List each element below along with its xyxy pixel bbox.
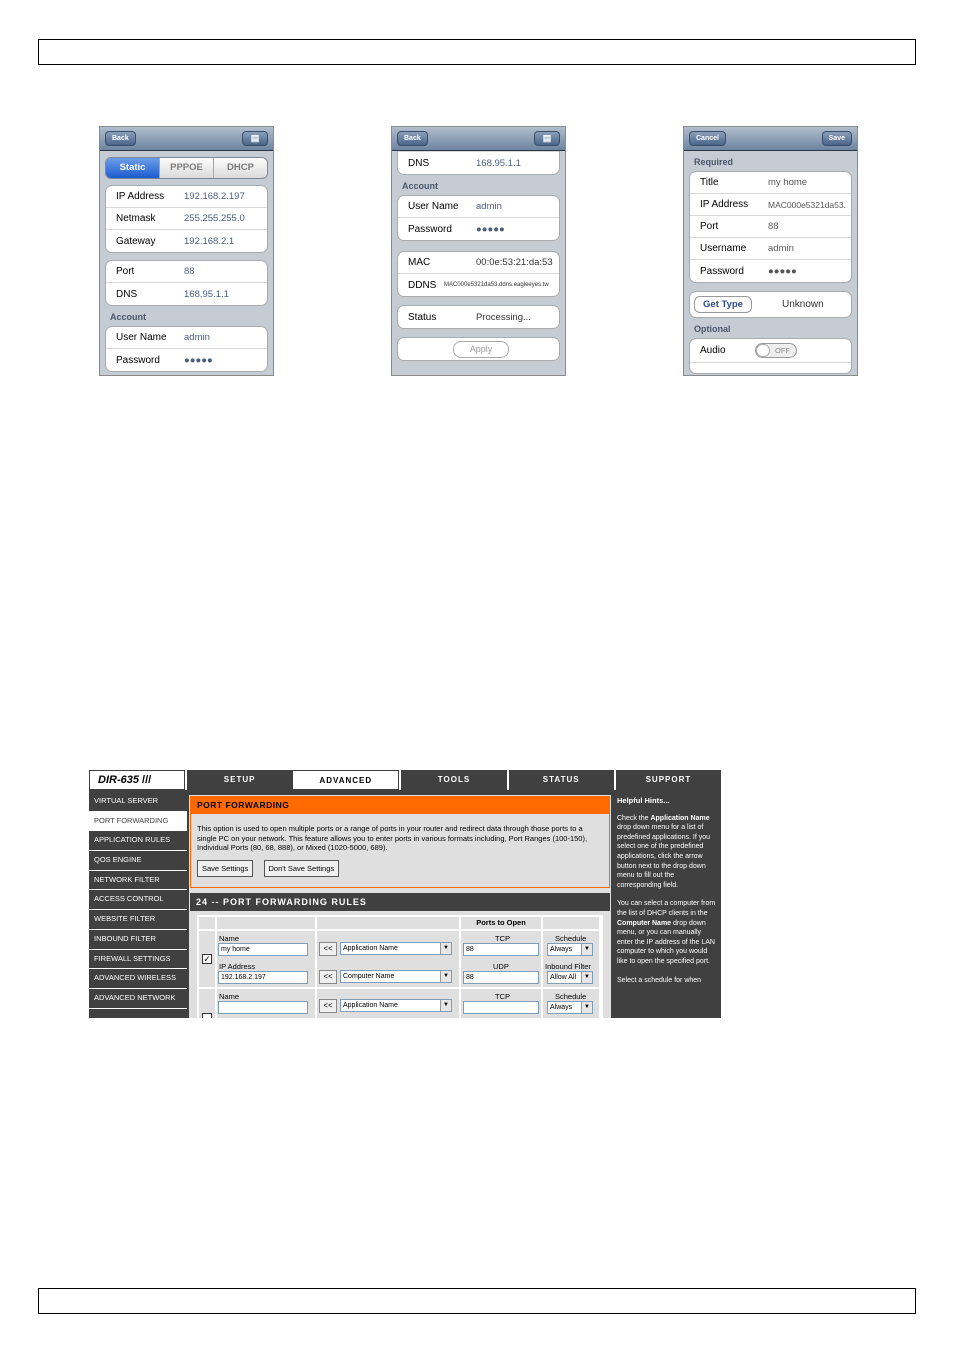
rule1-ip-input[interactable]: 192.168.2.197 [218,971,308,984]
header-cell [543,917,599,929]
toggle-knob [756,344,770,357]
port-forwarding-box [190,796,610,888]
apply-group [397,337,560,361]
username-row[interactable] [106,327,267,349]
hint-computer-name [617,899,717,966]
select-value: Always [550,1004,573,1011]
port-group [105,260,268,306]
password-row[interactable] [690,260,851,282]
hint-schedule: Select a schedule for when [617,976,702,984]
status-group [397,305,560,329]
logo-stripes: /// [142,774,152,786]
hint-bold: Application Name [650,814,710,822]
hint-text: drop down menu, or you can manually enter the IP address of the LAN computer to which you would like to open the specified port. [617,919,715,965]
tcp-label: TCP [495,934,510,943]
select-value: Application Name [343,1002,398,1009]
row-value: ●●●●● [476,223,505,235]
sidebar-item-advanced-network[interactable]: ADVANCED NETWORK [89,989,187,1009]
tab-dhcp[interactable]: DHCP [213,158,267,178]
udp-label: UDP [493,962,509,971]
row-value: 88 [184,266,195,277]
sidebar-item-inbound-filter[interactable]: INBOUND FILTER [89,930,187,950]
gateway-row[interactable] [106,230,267,252]
phone-add-device [683,126,858,376]
dns-row[interactable] [398,152,559,174]
schedule-label: Schedule [555,992,587,1001]
type-value: Unknown [782,299,824,310]
hints-title: Helpful Hints... [617,796,670,805]
row-label: User Name [408,201,459,212]
logo-text: DIR-635 [98,774,139,786]
row-label: DNS [116,288,138,300]
rule1-udp-input[interactable]: 88 [463,971,539,984]
row-value: admin [768,243,794,254]
row-label: Password [700,265,744,277]
schedule-select[interactable] [547,1001,593,1014]
chevron-down-icon: ▼ [440,971,451,982]
tab-setup[interactable]: SETUP [185,770,292,790]
row-value: MAC000e5321da53. [768,199,846,210]
row-label: IP Address [116,191,165,202]
ddns-row [398,274,559,296]
apply-computer-button[interactable]: << [319,970,337,984]
ip-address-label: IP Address [219,962,256,971]
ip-mode-segmented-control [105,157,268,179]
header-frame [38,39,916,65]
row-value: 00:0e:53:21:da:53 [476,257,553,268]
row-label: Netmask [116,213,156,224]
chevron-down-icon: ▼ [581,944,592,955]
row-label: Status [408,311,437,323]
account-group [105,326,268,372]
computer-name-select[interactable] [340,970,452,983]
ports-to-open-label: Ports to Open [476,918,526,927]
router-logo [89,770,185,790]
row-value: 192.168.2.197 [184,191,245,202]
row-value: 168.95.1.1 [184,288,229,300]
select-value: Allow All [550,974,577,981]
back-button[interactable]: Back [105,131,136,146]
optional-group [689,338,852,374]
rules-table [197,915,603,1018]
header-cell-ports [461,917,541,929]
status-row [398,306,559,328]
sidebar-item-virtual-server[interactable]: VIRTUAL SERVER [89,792,187,812]
row-value: Processing... [476,311,531,323]
password-row[interactable] [398,218,559,240]
apply-application-button[interactable]: << [319,942,337,956]
row-label: IP Address [700,199,749,210]
row-value: 255.255.255.0 [184,213,245,224]
sidebar-item-access-control[interactable]: ACCESS CONTROL [89,890,187,910]
account-group [397,195,560,241]
password-row[interactable] [106,349,267,371]
router-top-nav [89,770,721,790]
mac-row [398,252,559,274]
username-row[interactable] [690,238,851,260]
row-value: ●●●●● [184,354,213,366]
tab-status[interactable]: STATUS [507,770,614,790]
row-label: User Name [116,332,167,343]
rule1-enable-checkbox[interactable] [202,954,212,964]
mac-group [397,251,560,297]
check-mark-icon: ✓ [203,954,211,964]
get-type-button[interactable]: Get Type [694,296,752,313]
sidebar-item-firewall-settings[interactable]: FIREWALL SETTINGS [89,950,187,970]
hint-text: drop down menu for a list of predefined applications. If you select one of the predefined applications, click the arrow button next to the drop down menu to fill out the corresponding field. [617,824,711,889]
rule2-tcp-input[interactable] [463,1001,539,1014]
navbar [100,127,273,151]
row-label: Password [408,223,452,235]
netmask-row[interactable] [106,208,267,230]
sidebar-item-application-rules[interactable]: APPLICATION RULES [89,831,187,851]
row-label: Port [700,221,719,232]
schedule-label: Schedule [555,934,587,943]
router-main [189,795,611,1018]
application-name-select[interactable] [340,942,452,955]
router-sidebar [89,792,187,1009]
row-value: admin [476,201,502,212]
row-label: Password [116,354,160,366]
helpful-hints-panel [613,792,721,1018]
sidebar-item-advanced-wireless[interactable]: ADVANCED WIRELESS [89,969,187,989]
row-label: Gateway [116,235,156,247]
ip-group [105,185,268,253]
navbar [684,127,857,151]
rule1-tcp-input[interactable]: 88 [463,943,539,956]
header-cell [199,917,215,929]
hint-text: Check the [617,814,651,822]
row-label: MAC [408,257,431,268]
tcp-label: TCP [495,992,510,1001]
port-row[interactable] [690,216,851,238]
phone-network-settings [99,126,274,376]
dns-group [397,147,560,175]
apply-button[interactable]: Apply [453,341,509,358]
dont-save-settings-button[interactable]: Don't Save Settings [264,860,340,877]
row-value: admin [184,332,210,343]
cancel-button[interactable]: Cancel [689,131,726,146]
row-label: Audio [700,345,726,356]
chevron-down-icon: ▼ [440,943,451,954]
ip-address-row[interactable] [690,194,851,216]
chevron-down-icon: ▼ [581,972,592,983]
router-admin-panel [89,770,721,1018]
title-row[interactable] [690,172,851,194]
book-icon[interactable]: ▤ [242,131,268,146]
save-settings-button[interactable]: Save Settings [197,860,253,877]
sidebar-item-website-filter[interactable]: WEBSITE FILTER [89,910,187,930]
row-value: ●●●●● [768,265,797,277]
audio-toggle[interactable] [755,343,797,358]
inbound-filter-select[interactable] [547,971,593,984]
apply-application-button[interactable]: << [319,999,337,1013]
inbound-filter-label: Inbound Filter [545,962,591,971]
header-cell [317,917,459,929]
required-section-title: Required [694,157,734,167]
row-value: my home [768,177,808,188]
row-value: 168.95.1.1 [476,157,521,169]
select-value: Always [550,946,573,953]
phone-device-status [391,126,566,376]
row-value: 192.168.2.1 [184,235,235,247]
header-cell [217,917,315,929]
hint-bold: Computer Name [617,919,672,927]
port-row[interactable] [106,261,267,283]
book-icon[interactable]: ▤ [534,131,560,146]
account-section-title: Account [110,312,146,322]
get-type-group [689,291,852,318]
get-type-row [690,292,851,317]
tab-support[interactable]: SUPPORT [614,770,721,790]
row-value: 88 [768,221,779,232]
optional-section-title: Optional [694,324,731,334]
port-forwarding-description: This option is used to open multiple ports or a range of ports in your router and redirect data through those ports to a single PC on your network. This feature allows you to enter ports in various formats including, Port Ranges (100-150), Individual Ports (80, 68, 888), or Mixed (1020-5000, 689). [197,824,588,853]
username-row[interactable] [398,196,559,218]
row-label: DNS [408,157,430,169]
toggle-label: OFF [775,346,790,355]
required-group [689,171,852,283]
footer-frame [38,1288,916,1314]
rule1-name-input[interactable]: my home [218,943,308,956]
select-value: Application Name [343,945,398,952]
name-label: Name [219,934,240,943]
rules-title: 24 -- PORT FORWARDING RULES [190,893,610,911]
dns-row[interactable] [106,283,267,305]
row-label: DDNS [408,279,437,291]
account-section-title: Account [402,181,438,191]
schedule-select[interactable] [547,943,593,956]
save-button[interactable]: Save [822,131,852,146]
chevron-down-icon: ▼ [581,1002,592,1013]
audio-row [690,339,851,363]
back-button[interactable]: Back [397,131,428,146]
sidebar-item-port-forwarding[interactable]: PORT FORWARDING [89,812,187,832]
tab-pppoe[interactable]: PPPOE [159,158,213,178]
sidebar-item-network-filter[interactable]: NETWORK FILTER [89,871,187,891]
row-label: Username [700,243,747,254]
row-label: Port [116,266,135,277]
name-label: Name [219,992,240,1001]
tab-tools[interactable]: TOOLS [399,770,506,790]
rule2-enable-checkbox[interactable] [202,1013,212,1018]
hint-application-name [617,814,717,891]
row-label: Title [700,177,719,188]
port-forwarding-title: PORT FORWARDING [191,797,609,814]
application-name-select[interactable] [340,999,452,1012]
tab-advanced[interactable]: ADVANCED [292,770,399,790]
tab-static[interactable]: Static [106,158,159,178]
select-value: Computer Name [343,973,395,980]
ip-address-row[interactable] [106,186,267,208]
rule2-name-input[interactable] [218,1001,308,1014]
hint-text: You can select a computer from the list of DHCP clients in the [617,900,716,917]
sidebar-item-qos-engine[interactable]: QOS ENGINE [89,851,187,871]
navbar [392,127,565,151]
row-value: MAC000e5321da53.ddns.eagleeyes.tw [444,282,549,288]
chevron-down-icon: ▼ [440,1000,451,1011]
row-spacer [690,363,851,373]
